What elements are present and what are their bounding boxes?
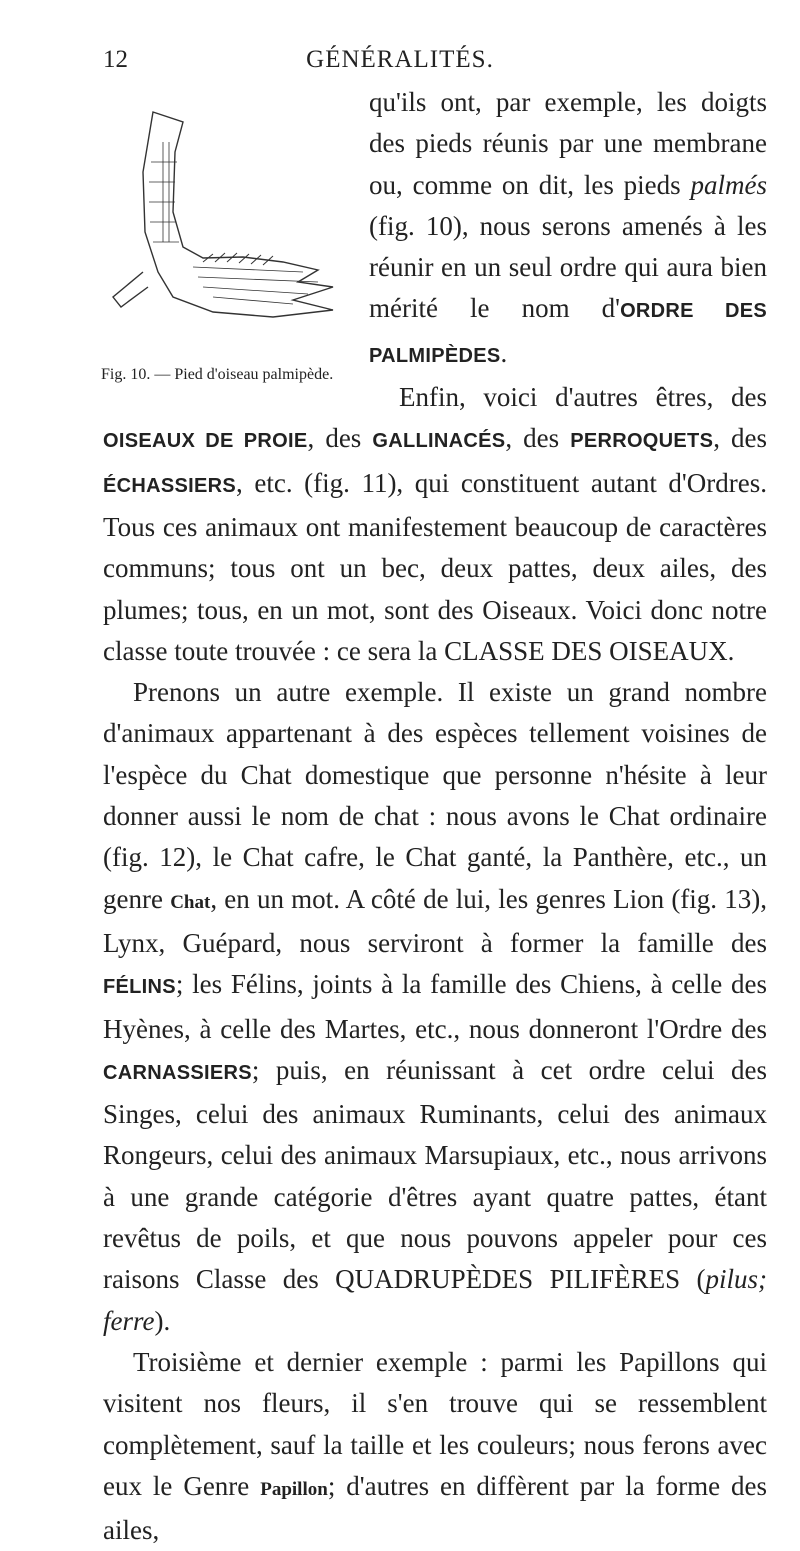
page-header [0, 46, 800, 86]
paragraph-4: Troisième et dernier exemple : parmi les Papillons qui visitent nos fleurs, il s'en trouve qui se ressemblent complètement, sauf la taille et les couleurs; nous ferons avec eux le Genre Papillon; d'autres en diffèrent par la forme des ailes, [103, 1346, 768, 1546]
body-text [103, 82, 767, 1551]
figure-10 [103, 82, 363, 396]
figure-caption: Fig. 10. — Pied d'oiseau palmipède. [101, 366, 334, 384]
paragraph-3: Prenons un autre exemple. Il existe un grand nombre d'animaux appartenant à des espèces tellement voisines de l'espèce du Chat domestique que personne n'hésite à leur donner aussi le nom de chat : nous avons le Chat ordinaire (fig. 12), le Chat cafre, le Chat ganté, la Panthère, etc., un genre Chat, en un mot. A côté de lui, les genres Lion (fig. 13), Lynx, Guépard, nous serviront à former la famille des FÉLINS; les Félins, joints à la famille des Chiens, à celle des Hyènes, à celle des Martes, etc., nous donneront l'Ordre des CARNASSIERS; puis, en réunissant à cet ordre celui des Singes, celui des animaux Ruminants, celui des animaux Rongeurs, celui des animaux Marsupiaux, etc., nous arrivons à une grande catégorie d'êtres ayant quatre pattes, étant revêtus de poils, et que nous pouvons appeler pour ces raisons Classe des QUADRUPÈDES PILIFÈRES (pilus; ferre). [103, 677, 768, 1336]
page-number: 12 [103, 46, 128, 73]
webbed-foot-icon [103, 82, 355, 342]
paragraph-1: qu'ils ont, par exemple, les doigts des pieds réunis par une membrane ou, comme on dit, les pieds palmés (fig. 10), nous serons amenés à les réunir en un seul ordre qui aura bien mérité le nom d'ORDRE DES PALMIPÈDES. [369, 87, 767, 368]
paragraph-2: Enfin, voici d'autres êtres, des OISEAUX DE PROIE, des GALLINACÉS, des PERROQUETS, des ÉCHASSIERS, etc. (fig. 11), qui constituent autant d'Ordres. Tous ces animaux ont manifestement beaucoup de caractères communs; tous ont un bec, deux pattes, deux ailes, des plumes; tous, en un mot, sont des Oiseaux. Voici donc notre classe toute trouvée : ce sera la CLASSE DES OISEAUX. [103, 382, 767, 666]
running-title: GÉNÉRALITÉS. [306, 46, 494, 73]
